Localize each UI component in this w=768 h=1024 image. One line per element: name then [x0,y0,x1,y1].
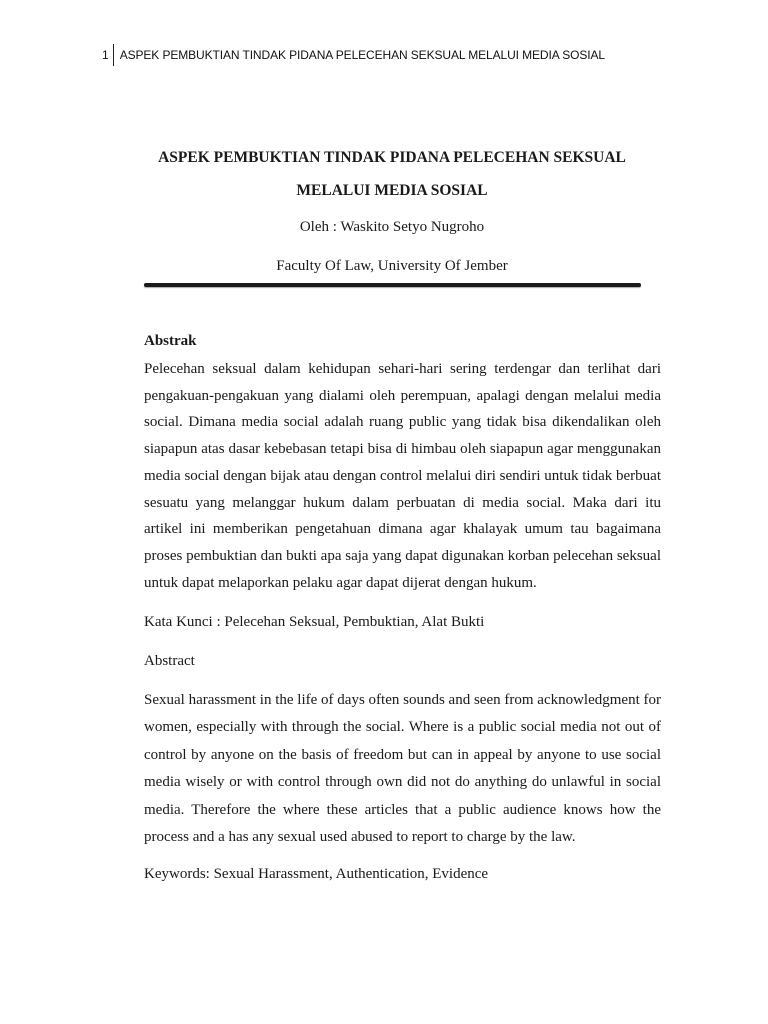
author-line: Oleh : Waskito Setyo Nugroho [299,219,485,235]
affiliation-line: Faculty Of Law, University Of Jember [276,258,508,274]
header-separator [113,44,114,66]
abstract-paragraph: Sexual harassment in the life of days often sounds and seen from acknowledgment for women, especially with through the social. Where is a public social media not out of control by anyone on the basis of freedom but can in appeal by anyone to use social media wisely or with control through own did not do anything do unlawful in social media. Therefore the where these articles that a public audience knows how the process and a has any sexual used abused to report to charge by the law. [144,692,661,846]
paper-title-line-2: MELALUI MEDIA SOSIAL [296,182,488,199]
paper-title-line-1: ASPEK PEMBUKTIAN TINDAK PIDANA PELECEHAN SEKSUAL [158,149,626,166]
running-title: ASPEK PEMBUKTIAN TINDAK PIDANA PELECEHAN SEKSUAL MELALUI MEDIA SOSIAL [119,48,605,62]
keywords-line: Keywords: Sexual Harassment, Authentication, Evidence [144,866,489,882]
title-block [144,141,640,276]
title-divider [144,283,641,287]
running-header [102,44,605,66]
page-number: 1 [102,48,109,62]
kata-kunci-line: Kata Kunci : Pelecehan Seksual, Pembuktian, Alat Bukti [144,614,485,630]
abstrak-paragraph: Pelecehan seksual dalam kehidupan sehari-hari sering terdengar dan terlihat dari pengakuan-pengakuan yang dialami oleh perempuan, apalagi dengan melalui media social. Dimana media social adalah ruang public yang tidak bisa dikendalikan oleh siapapun atas dasar kebebasan tetapi bisa di himbau oleh siapapun agar menggunakan media social dengan bijak atau dengan control melalui diri sendiri untuk tidak berbuat sesuatu yang melanggar hukum dalam perbuatan di media social. Maka dari itu artikel ini memberikan pengetahuan dimana agar khalayak umum tau bagaimana proses pembuktian dan bukti apa saja yang dapat digunakan korban pelecehan seksual untuk dapat melaporkan pelaku agar dapat dijerat dengan hukum. [144,361,661,591]
abstract-heading: Abstract [144,653,195,669]
abstrak-heading: Abstrak [144,333,197,349]
